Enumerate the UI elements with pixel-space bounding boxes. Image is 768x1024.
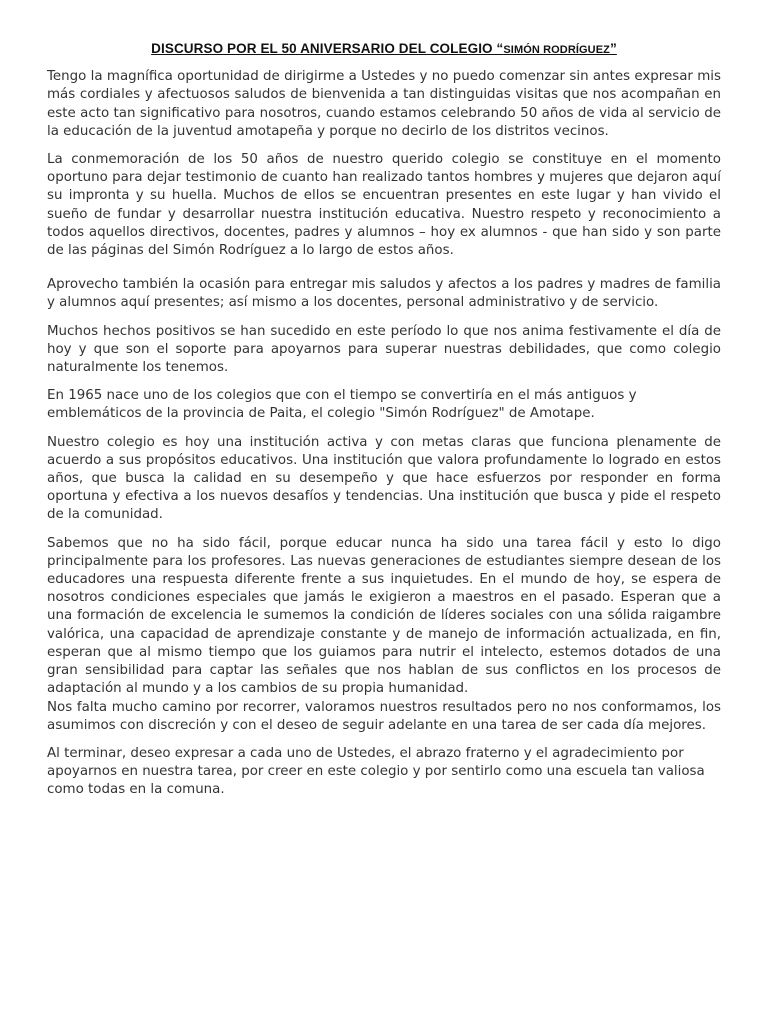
paragraph-thanks-parents: Aprovecho también la ocasión para entregar mis saludos y afectos a los padres y madres de familia y alumnos aquí presentes; así mismo a los docentes, personal administrativo y de servicio.: [47, 277, 721, 311]
paragraph-founding: En 1965 nace uno de los colegios que con el tiempo se convertiría en el más antiguos y emblemáticos de la provincia de Paita, el colegio "Simón Rodríguez" de Amotape.: [47, 388, 637, 422]
title-main: DISCURSO POR EL 50 ANIVERSARIO DEL COLEGIO “: [151, 41, 504, 56]
paragraph-positive-facts: Muchos hechos positivos se han sucedido en este período lo que nos anima festivamente el día de hoy y que son el soporte para apoyarnos para superar nuestras debilidades, que como colegio naturalmente los tenemos.: [47, 323, 721, 376]
title-school-name: SIMÓN RODRÍGUEZ: [503, 44, 610, 56]
paragraph-path-ahead: Nos falta mucho camino por recorrer, valoramos nuestros resultados pero no nos conformamos, los asumimos con discreción y con el deseo de seguir adelante en una tarea de ser cada día mejores.: [47, 699, 721, 733]
paragraph-commemoration: La conmemoración de los 50 años de nuestro querido colegio se constituye en el momento oportuno para dejar testimonio de cuanto han realizado tantos hombres y mujeres que dejaron aquí su impronta y su huella. Muchos de ellos se encuentran presentes en este lugar y han vivido el sueño de fundar y desarrollar nuestra institución educativa. Nuestro respeto y reconocimiento a todos aquellos directivos, docentes, padres y alumnos – hoy ex alumnos - que han sido y son parte de las páginas del Simón Rodríguez a lo largo de estos años.: [47, 152, 721, 259]
title-close-quote: ”: [609, 41, 617, 56]
paragraph-institution: Nuestro colegio es hoy una institución activa y con metas claras que funciona plenamente de acuerdo a sus propósitos educativos. Una institución que valora profundamente lo logrado en estos años, que busca la calidad en su desempeño y que hace esfuerzos por responder en forma oportuna y efectiva a los nuevos desafíos y tendencias. Una institución que busca y pide el respeto de la comunidad.: [47, 434, 721, 523]
paragraph-closing: Al terminar, deseo expresar a cada uno de Ustedes, el abrazo fraterno y el agradecimiento por apoyarnos en nuestra tarea, por creer en este colegio y por sentirlo como una escuela tan valiosa como todas en la comuna.: [47, 745, 705, 798]
document-page: [47, 40, 721, 810]
document-title: [47, 40, 721, 59]
paragraph-challenges: Sabemos que no ha sido fácil, porque educar nunca ha sido una tarea fácil y esto lo digo principalmente para los profesores. Las nuevas generaciones de estudiantes siempre desean de los educadores una respuesta diferente frente a sus inquietudes. En el mundo de hoy, se espera de nosotros condiciones especiales que jamás le exigieron a maestros en el pasado. Esperan que a una formación de excelencia le sumemos la condición de líderes sociales con una sólida raigambre valórica, una capacidad de aprendizaje constante y de manejo de información actualizada, en fin, esperan que al mismo tiempo que los guiamos para nutrir el intelecto, estemos dotados de una gran sensibilidad para captar las señales que nos hablan de sus conflictos en los procesos de adaptación al mundo y a los cambios de su propia humanidad.: [47, 535, 721, 697]
paragraph-greeting: Tengo la magnífica oportunidad de dirigirme a Ustedes y no puedo comenzar sin antes expresar mis más cordiales y afectuosos saludos de bienvenida a tan distinguidas visitas que nos acompañan en este acto tan significativo para nosotros, cuando estamos celebrando 50 años de vida al servicio de la educación de la juventud amotapeña y porque no decirlo de los distritos vecinos.: [47, 69, 721, 139]
